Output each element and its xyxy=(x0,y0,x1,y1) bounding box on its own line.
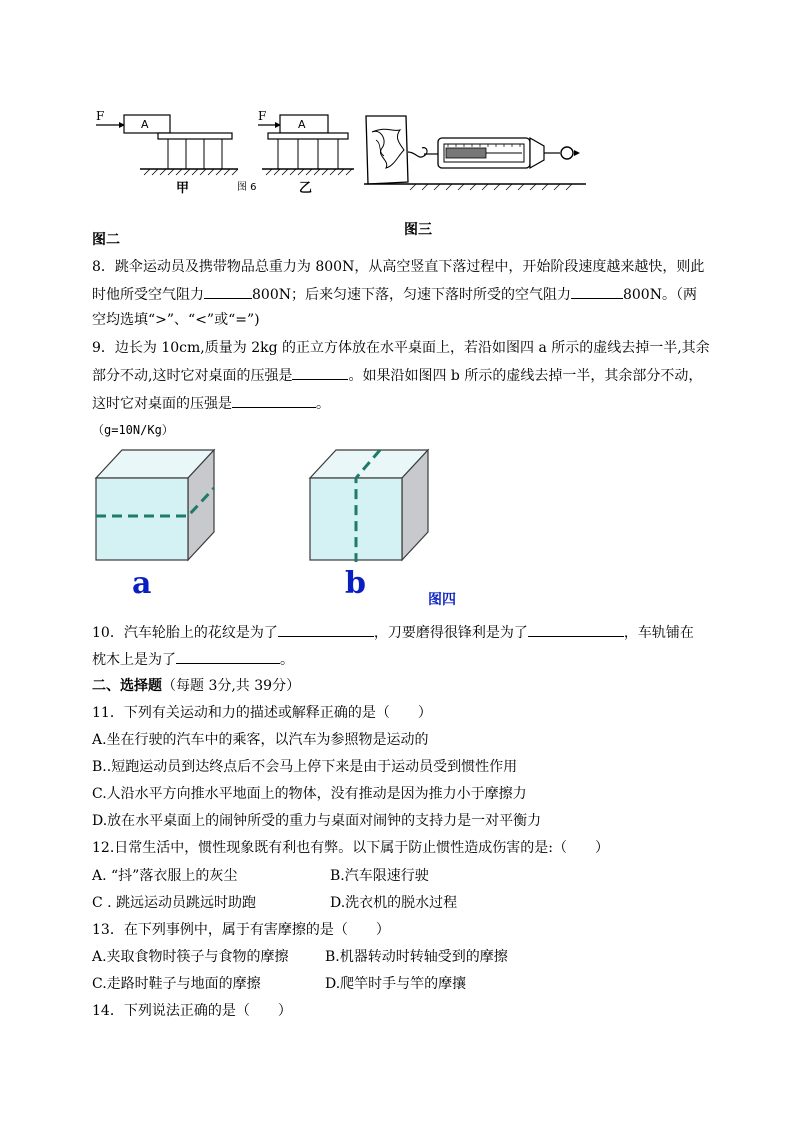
q11-option-c[interactable]: C.人沿水平方向推水平地面上的物体，没有推动是因为推力小于摩擦力 xyxy=(92,786,527,802)
q10-line-2: 枕木上是为了 。 xyxy=(92,649,294,670)
section-2-title: 二、选择题 xyxy=(92,678,162,694)
figure-2-diagram xyxy=(92,105,367,200)
q11-option-d[interactable]: D.放在水平桌面上的闹钟所受的重力与桌面对闹钟的支持力是一对平衡力 xyxy=(92,813,542,829)
figure-2-caption: 图二 xyxy=(92,232,120,248)
q9-line-3: 这时它对桌面的压强是 。 xyxy=(92,393,330,414)
fig-6-label: 图 6 xyxy=(237,182,257,193)
q8-line-2: 时他所受空气阻力 800N；后来匀速下落，匀速下落时所受的空气阻力 800N。（两 xyxy=(92,284,697,305)
cube-a xyxy=(94,448,218,562)
cube-b xyxy=(308,448,432,562)
table-top-right xyxy=(268,133,348,139)
pull-ring xyxy=(561,147,573,159)
q8-blank-2[interactable] xyxy=(571,284,623,299)
q11-stem: 11．下列有关运动和力的描述或解释正确的是（ ） xyxy=(92,705,432,721)
q8-line-3: 空均选填“>”、“<”或“=”) xyxy=(92,312,260,328)
svg-text:A: A xyxy=(141,118,149,131)
q10-blank-1[interactable] xyxy=(278,622,374,637)
q11-option-a[interactable]: A.坐在行驶的汽车中的乘客，以汽车为参照物是运动的 xyxy=(92,732,429,748)
force-label-left: F xyxy=(96,109,105,123)
cube-label-a: a xyxy=(132,566,152,601)
q9-blank-1[interactable] xyxy=(292,365,348,380)
q10-line-1: 10．汽车轮胎上的花纹是为了 ，刀要磨得很锋利是为了 ，车轨铺在 xyxy=(92,622,694,643)
cube-label-b: b xyxy=(345,566,366,601)
svg-text:A: A xyxy=(298,118,306,131)
q12-option-b[interactable]: B.汽车限速行驶 xyxy=(330,868,429,884)
q12-option-a[interactable]: A. “抖”落衣服上的灰尘 xyxy=(92,868,238,884)
q9-line-1: 9．边长为 10cm,质量为 2kg 的正立方体放在水平桌面上，若沿如图四 a 所示的虚线去掉一半,其余 xyxy=(92,340,710,356)
q13-option-c[interactable]: C.走路时鞋子与地面的摩擦 xyxy=(92,976,261,992)
q13-stem: 13．在下列事例中，属于有害摩擦的是（ ） xyxy=(92,922,390,938)
q13-option-b[interactable]: B.机器转动时转轴受到的摩擦 xyxy=(325,949,508,965)
q12-option-d[interactable]: D.洗衣机的脱水过程 xyxy=(330,895,458,911)
q9-line-2: 部分不动,这时它对桌面的压强是 。如果沿如图四 b 所示的虚线去掉一半，其余部分不动， xyxy=(92,365,702,386)
figure-3-diagram xyxy=(364,110,586,192)
figure-4-caption: 图四 xyxy=(428,592,456,608)
table-top-left xyxy=(158,133,232,139)
section-2-heading xyxy=(92,676,300,696)
q9-gravity-note: （g=10N/Kg） xyxy=(92,423,174,437)
hook xyxy=(408,148,427,158)
q8-line-1: 8．跳伞运动员及携带物品总重力为 800N，从高空竖直下落过程中，开始阶段速度越来越快，则此 xyxy=(92,259,705,275)
q12-option-c[interactable]: C . 跳远运动员跳远时助跑 xyxy=(92,895,257,911)
q12-stem: 12.日常生活中，惯性现象既有利也有弊。以下属于防止惯性造成伤害的是:（ ） xyxy=(92,840,609,856)
force-label-right: F xyxy=(258,109,267,123)
q14-stem: 14．下列说法正确的是（ ） xyxy=(92,1003,292,1019)
label-jia: 甲 xyxy=(176,181,190,196)
wall-block xyxy=(366,116,408,184)
q13-option-d[interactable]: D.爬竿时手与竿的摩攘 xyxy=(325,976,467,992)
q8-blank-1[interactable] xyxy=(204,284,252,299)
label-yi: 乙 xyxy=(299,181,313,196)
q13-option-a[interactable]: A.夹取食物时筷子与食物的摩擦 xyxy=(92,949,289,965)
q10-blank-3[interactable] xyxy=(176,649,280,664)
q11-option-b[interactable]: B..短跑运动员到达终点后不会马上停下来是由于运动员受到惯性作用 xyxy=(92,759,518,775)
section-2-note: （每题 3分,共 39分） xyxy=(162,678,301,694)
q9-blank-2[interactable] xyxy=(232,393,316,408)
figure-3-caption: 图三 xyxy=(404,222,432,238)
q10-blank-2[interactable] xyxy=(528,622,624,637)
